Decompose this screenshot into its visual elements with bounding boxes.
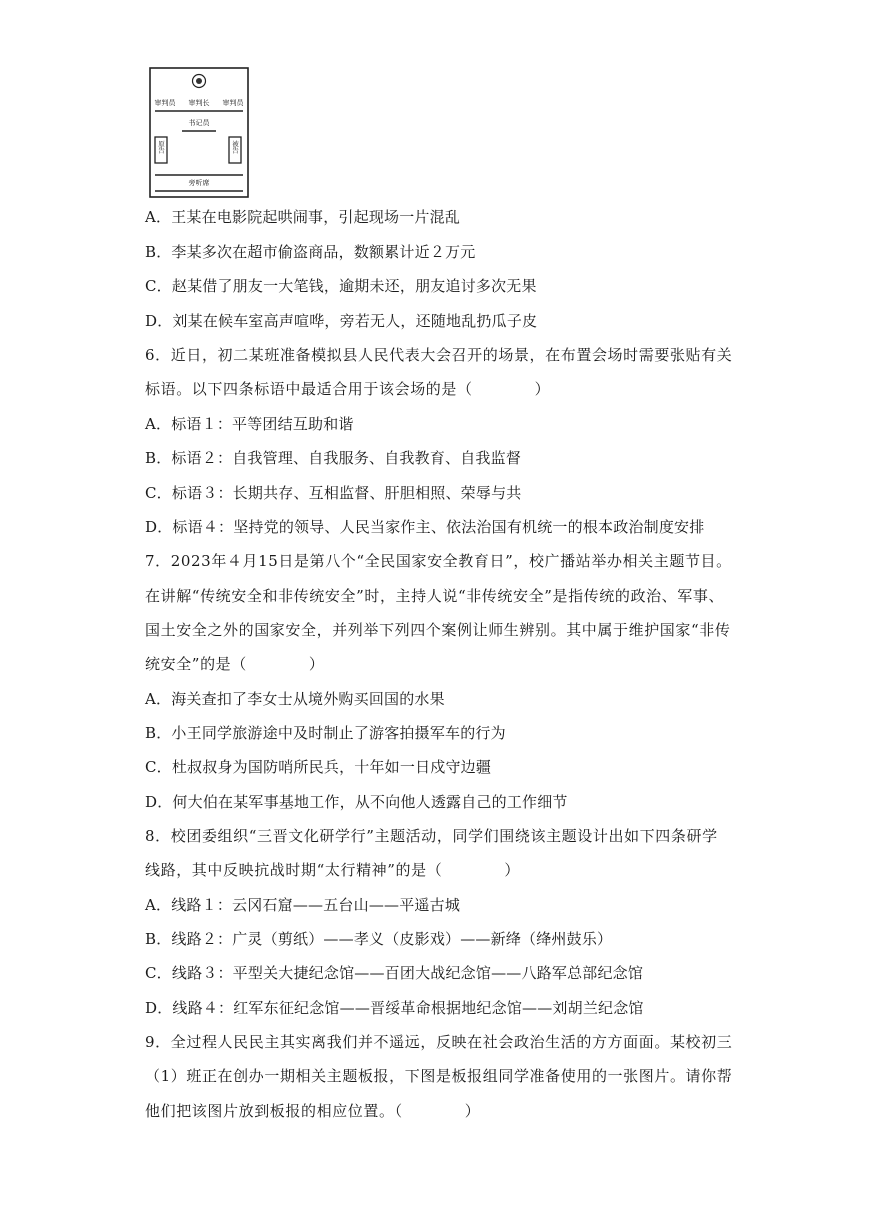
q8-stem-text: 线路，其中反映抗战时期“太行精神”的是（ [145,861,443,879]
defendant-label: 被告 [231,140,239,154]
q8-stem-close: ） [504,861,520,879]
q7-option-d: D．何大伯在某军事基地工作，从不向他人透露自己的工作细节 [145,793,568,811]
q7-option-b: B．小王同学旅游途中及时制止了游客拍摄军车的行为 [145,724,506,742]
q9-stem-text: 他们把该图片放到板报的相应位置。（ [145,1102,403,1120]
judge-left-label: 审判员 [154,99,176,107]
q7-stem-line4 [145,654,735,674]
q9-stem-line3 [145,1101,735,1121]
q7-option-a: A．海关查扣了李女士从境外购买回国的水果 [145,690,445,708]
q5-option-a: A．王某在电影院起哄闹事，引起现场一片混乱 [145,208,461,226]
q6-option-a: A．标语１：平等团结互助和谐 [145,415,354,433]
courtroom-diagram-svg [149,67,249,198]
q8-option-c: C．线路３：平型关大捷纪念馆——百团大战纪念馆——八路军总部纪念馆 [145,964,644,982]
q7-option-c: C．杜叔叔身为国防哨所民兵，十年如一日戍守边疆 [145,758,492,776]
q6-stem-close: ） [534,380,551,398]
q5-option-c: C．赵某借了朋友一大笔钱，逾期未还，朋友追讨多次无果 [145,277,537,295]
q5-option-b: B．李某多次在超市偷盗商品，数额累计近２万元 [145,243,476,261]
q8-stem-line2 [145,860,735,880]
q8-option-d: D．线路４：红军东征纪念馆——晋绥革命根据地纪念馆——刘胡兰纪念馆 [145,999,644,1017]
q9-stem-close: ） [464,1102,481,1120]
judge-right-label: 审判员 [222,99,244,107]
q7-stem-line3: 国土安全之外的国家安全，并列举下列四个案例让师生辨别。其中属于维护国家“非传 [145,621,731,639]
q7-stem-text: 统安全”的是（ [145,655,247,673]
q6-option-c: C．标语３：长期共存、互相监督、肝胆相照、荣辱与共 [145,484,522,502]
q7-stem-line1: 7．2023年４月15日是第八个“全民国家安全教育日”，校广播站举办相关主题节目。 [145,552,732,570]
q6-stem-line2 [145,379,735,399]
q6-stem-line1: 6．近日，初二某班准备模拟县人民代表大会召开的场景，在布置会场时需要张贴有关 [145,346,733,364]
q6-option-d: D．标语４：坚持党的领导、人民当家作主、依法治国有机统一的根本政治制度安排 [145,518,705,536]
q9-stem-line1: 9．全过程人民民主其实离我们并不遥远，反映在社会政治生活的方方面面。某校初三 [145,1033,733,1051]
q6-option-b: B．标语２：自我管理、自我服务、自我教育、自我监督 [145,449,522,467]
q9-stem-line2: （1）班正在创办一期相关主题板报，下图是板报组同学准备使用的一张图片。请你帮 [145,1067,733,1085]
q5-option-d: D．刘某在候车室高声喧哗，旁若无人，还随地乱扔瓜子皮 [145,312,538,330]
judge-chief-label: 审判长 [188,99,210,107]
clerk-label: 书记员 [188,119,210,127]
courtroom-diagram [149,67,249,198]
q8-option-a: A．线路１：云冈石窟——五台山——平遥古城 [145,896,461,914]
national-emblem-center [196,78,202,84]
gallery-label: 旁听席 [188,179,210,187]
q7-stem-close: ） [308,655,325,673]
q7-stem-line2: 在讲解“传统安全和非传统安全”时，主持人说“非传统安全”是指传统的政治、军事、 [145,587,725,605]
q8-option-b: B．线路２：广灵（剪纸）——孝义（皮影戏）——新绛（绛州鼓乐） [145,930,613,948]
q8-stem-line1: 8．校团委组织“三晋文化研学行”主题活动，同学们围绕该主题设计出如下四条研学 [145,827,718,845]
q6-stem-text: 标语。以下四条标语中最适合用于该会场的是（ [145,380,473,398]
plaintiff-label: 原告 [157,140,165,154]
